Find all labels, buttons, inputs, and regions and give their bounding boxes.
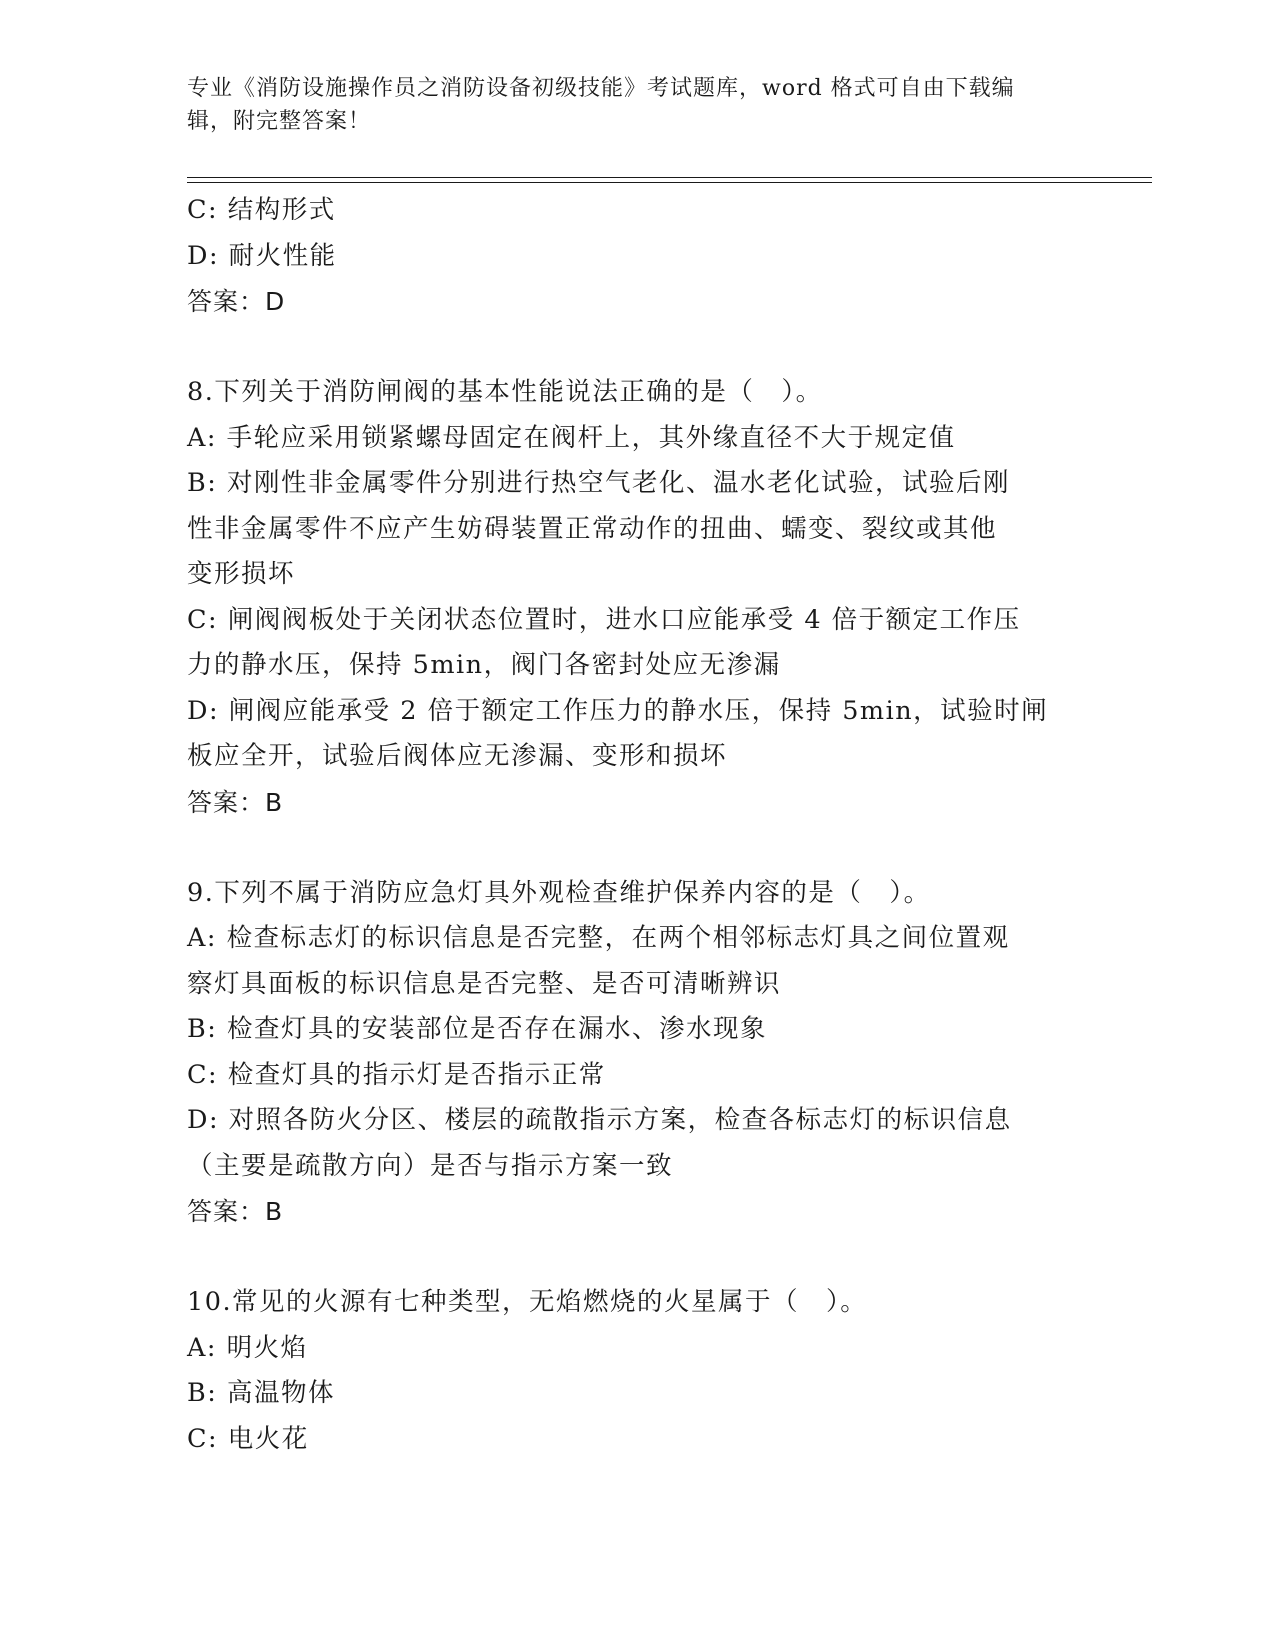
- answer-value: B: [265, 787, 284, 817]
- option-d-continued: （主要是疏散方向）是否与指示方案一致: [187, 1150, 674, 1181]
- question-stem: 8.下列关于消防闸阀的基本性能说法正确的是（ ）。: [187, 377, 823, 407]
- option-text: 检查标志灯的标识信息是否完整，在两个相邻标志灯具之间位置观: [226, 923, 1010, 953]
- question-10: [187, 1280, 1087, 1462]
- option-text: 明火焰: [226, 1332, 308, 1363]
- option-b: [187, 1007, 1087, 1053]
- option-text: 手轮应采用锁紧螺母固定在阀杆上，其外缘直径不大于规定值: [226, 422, 956, 453]
- option-letter: D:: [187, 1105, 220, 1135]
- option-letter: B:: [187, 1378, 218, 1408]
- option-letter: C:: [187, 1423, 219, 1454]
- option-letter: A:: [187, 422, 218, 453]
- option-letter: A:: [187, 1332, 218, 1363]
- option-b: [187, 1371, 1087, 1417]
- option-a: [187, 416, 1087, 462]
- question-stem: 9.下列不属于消防应急灯具外观检查维护保养内容的是（ ）。: [187, 877, 931, 908]
- option-letter: D:: [187, 695, 220, 726]
- option-text: 对刚性非金属零件分别进行热空气老化、温水老化试验，试验后刚: [226, 468, 1010, 498]
- option-d: [187, 689, 1087, 735]
- option-a: [187, 1326, 1087, 1372]
- header-divider-bottom: [187, 182, 1152, 183]
- option-letter: B:: [187, 468, 218, 498]
- option-c: [187, 1417, 1087, 1463]
- option-c: [187, 188, 1087, 234]
- option-text: 检查灯具的指示灯是否指示正常: [227, 1059, 606, 1090]
- option-d: [187, 234, 1087, 280]
- answer-label: 答案：: [187, 287, 266, 316]
- answer-line: [187, 279, 1087, 325]
- document-header: [187, 72, 1067, 138]
- option-text: 对照各防火分区、楼层的疏散指示方案，检查各标志灯的标识信息: [228, 1105, 1012, 1135]
- spacer: [187, 825, 1087, 871]
- header-divider-top: [187, 177, 1152, 178]
- spacer: [187, 325, 1087, 371]
- option-text: 闸阀阀板处于关闭状态位置时，进水口应能承受 4 倍于额定工作压: [227, 604, 1021, 635]
- answer-label: 答案：: [187, 787, 266, 817]
- header-line-2: 辑，附完整答案！: [187, 109, 372, 134]
- option-letter: B:: [187, 1014, 218, 1044]
- question-8: [187, 370, 1087, 825]
- option-a: [187, 916, 1087, 962]
- option-a-continued: 察灯具面板的标识信息是否完整、是否可清晰辨识: [187, 968, 782, 999]
- answer-line: [187, 1189, 1087, 1235]
- answer-value: D: [265, 287, 286, 316]
- option-text: 检查灯具的安装部位是否存在漏水、渗水现象: [226, 1014, 767, 1044]
- option-b-continued: 变形损坏: [187, 559, 296, 589]
- option-text: 高温物体: [226, 1378, 335, 1408]
- option-b: [187, 461, 1087, 507]
- option-text: 耐火性能: [228, 240, 337, 271]
- prev-question-block: [187, 188, 1087, 325]
- option-b-continued: 性非金属零件不应产生妨碍装置正常动作的扭曲、蠕变、裂纹或其他: [187, 513, 998, 544]
- option-letter: D:: [187, 240, 220, 271]
- answer-line: [187, 780, 1087, 826]
- answer-label: 答案：: [187, 1197, 266, 1226]
- option-letter: A:: [187, 923, 218, 953]
- option-c-continued: 力的静水压，保持 5min，阀门各密封处应无渗漏: [187, 650, 781, 680]
- option-c: [187, 1053, 1087, 1099]
- answer-value: B: [265, 1197, 284, 1226]
- question-9: [187, 871, 1087, 1235]
- option-d-continued: 板应全开，试验后阀体应无渗漏、变形和损坏: [187, 741, 728, 771]
- option-c: [187, 598, 1087, 644]
- option-letter: C:: [187, 604, 219, 635]
- spacer: [187, 1235, 1087, 1281]
- question-content: [187, 188, 1087, 1462]
- option-letter: C:: [187, 195, 219, 225]
- option-text: 闸阀应能承受 2 倍于额定工作压力的静水压，保持 5min，试验时闸: [228, 695, 1049, 726]
- option-d: [187, 1098, 1087, 1144]
- question-stem: 10.常见的火源有七种类型，无焰燃烧的火星属于（ ）。: [187, 1287, 868, 1317]
- option-text: 电火花: [227, 1423, 309, 1454]
- option-text: 结构形式: [227, 195, 336, 225]
- option-letter: C:: [187, 1059, 219, 1090]
- header-line-1: 专业《消防设施操作员之消防设备初级技能》考试题库，word 格式可自由下载编: [187, 76, 1015, 101]
